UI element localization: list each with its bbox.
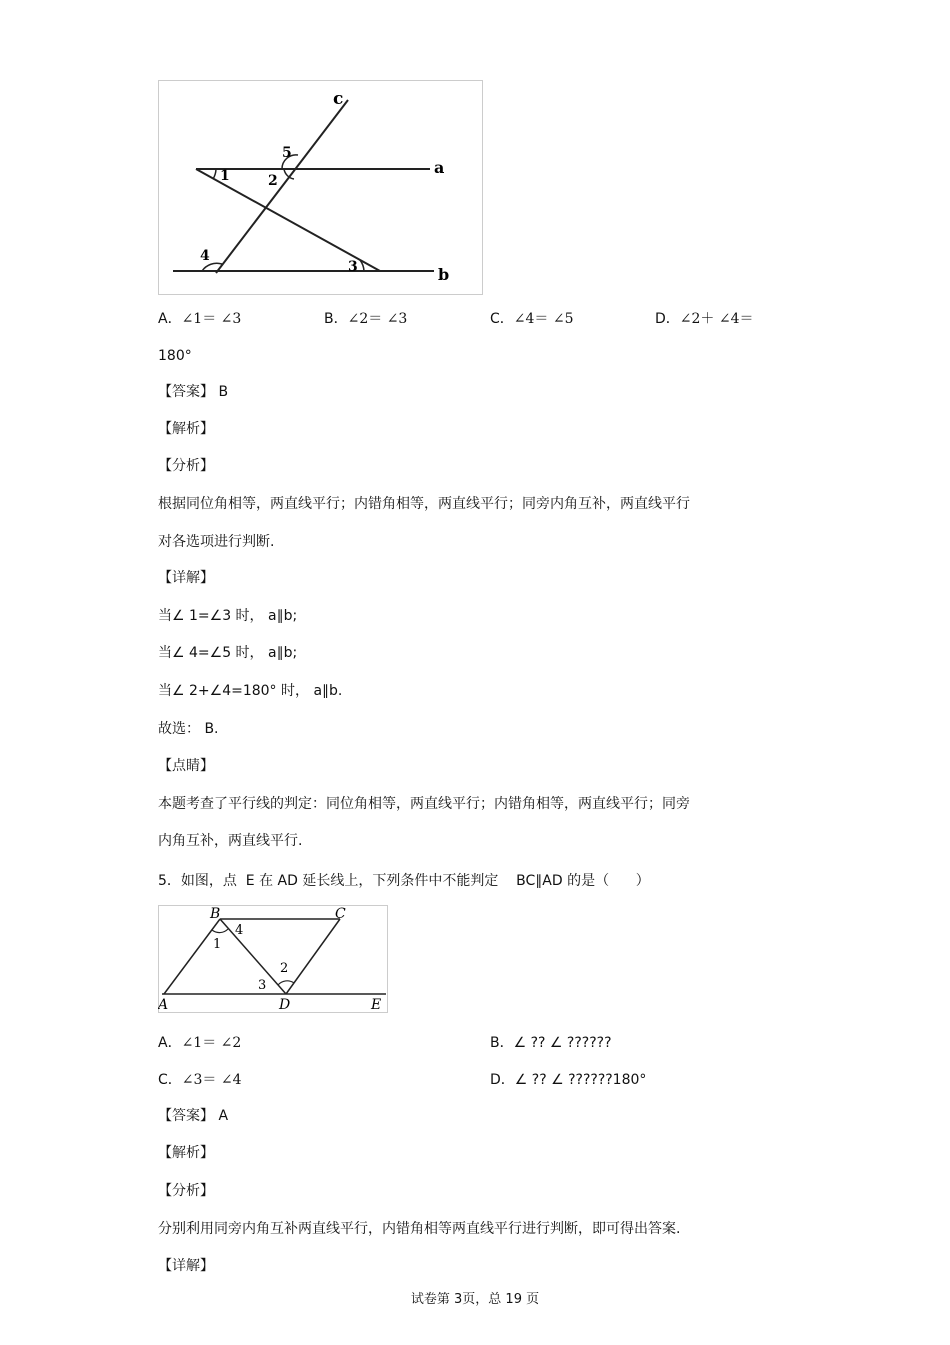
q4-fenxi-line-1: 根据同位角相等，两直线平行；内错角相等，两直线平行；同旁内角互补，两直线平行: [158, 496, 690, 512]
q4-dianjing-line-2: 内角互补，两直线平行.: [158, 833, 303, 849]
label-a: a: [434, 158, 445, 177]
q4-analysis-label: 【解析】: [158, 421, 214, 437]
q5-fenxi-line: 分别利用同旁内角互补两直线平行，内错角相等两直线平行进行判断，即可得出答案.: [158, 1221, 681, 1237]
q4-detail-line-4: 故选： B.: [158, 721, 219, 737]
figure-parallelogram-abcd: [158, 905, 388, 1013]
label-angle-1: 1: [220, 168, 230, 184]
label-angle-3: 3: [258, 978, 267, 993]
q4-fenxi-line-2: 对各选项进行判断.: [158, 534, 275, 550]
q4-detail-label: 【详解】: [158, 570, 214, 586]
label-vertex-d: D: [279, 997, 291, 1013]
page-footer: 试卷第 3页，总 19 页: [410, 1292, 540, 1307]
q4-dianjing-label: 【点睛】: [158, 758, 214, 774]
q4-option-b: B．∠2＝ ∠3: [324, 311, 408, 327]
q5-stem: 5．如图，点 E 在 AD 延长线上，下列条件中不能判定 BC∥AD 的是（ ）: [158, 873, 650, 889]
label-vertex-a: A: [158, 997, 169, 1013]
label-angle-4: 4: [200, 248, 210, 264]
label-angle-5: 5: [282, 145, 292, 161]
q4-answer: 【答案】 B: [158, 384, 229, 400]
q4-option-d-continued: 180°: [158, 348, 192, 364]
q5-answer: 【答案】 A: [158, 1108, 229, 1124]
label-c: c: [333, 89, 344, 109]
label-b: b: [438, 265, 450, 284]
q4-fenxi-label: 【分析】: [158, 458, 214, 474]
label-angle-1: 1: [213, 937, 222, 952]
label-angle-2: 2: [268, 173, 278, 189]
label-angle-4: 4: [235, 923, 244, 938]
q5-detail-label: 【详解】: [158, 1258, 214, 1274]
q4-detail-line-1: 当∠ 1=∠3 时， a∥b;: [158, 608, 298, 624]
q4-option-a: A．∠1＝ ∠3: [158, 311, 242, 327]
q4-detail-line-2: 当∠ 4=∠5 时， a∥b;: [158, 645, 298, 661]
q4-dianjing-line-1: 本题考查了平行线的判定：同位角相等，两直线平行；内错角相等，两直线平行；同旁: [158, 796, 690, 812]
q5-analysis-label: 【解析】: [158, 1145, 214, 1161]
label-vertex-c: C: [335, 906, 346, 922]
figure-parallel-lines-abc: [158, 80, 483, 295]
q5-option-d: D．∠ ?? ∠ ??????180°: [490, 1072, 647, 1088]
label-angle-2: 2: [280, 961, 289, 976]
q4-option-c: C．∠4＝ ∠5: [490, 311, 574, 327]
label-vertex-e: E: [371, 997, 382, 1013]
q4-detail-line-3: 当∠ 2+∠4=180° 时， a∥b.: [158, 683, 343, 699]
q5-option-c: C．∠3＝ ∠4: [158, 1072, 242, 1088]
label-angle-3: 3: [348, 259, 358, 275]
q5-option-b: B．∠ ?? ∠ ??????: [490, 1035, 612, 1051]
label-vertex-b: B: [210, 906, 221, 922]
q5-fenxi-label: 【分析】: [158, 1183, 214, 1199]
q5-option-a: A．∠1＝ ∠2: [158, 1035, 242, 1051]
q4-option-d: D．∠2＋ ∠4＝: [655, 311, 754, 327]
